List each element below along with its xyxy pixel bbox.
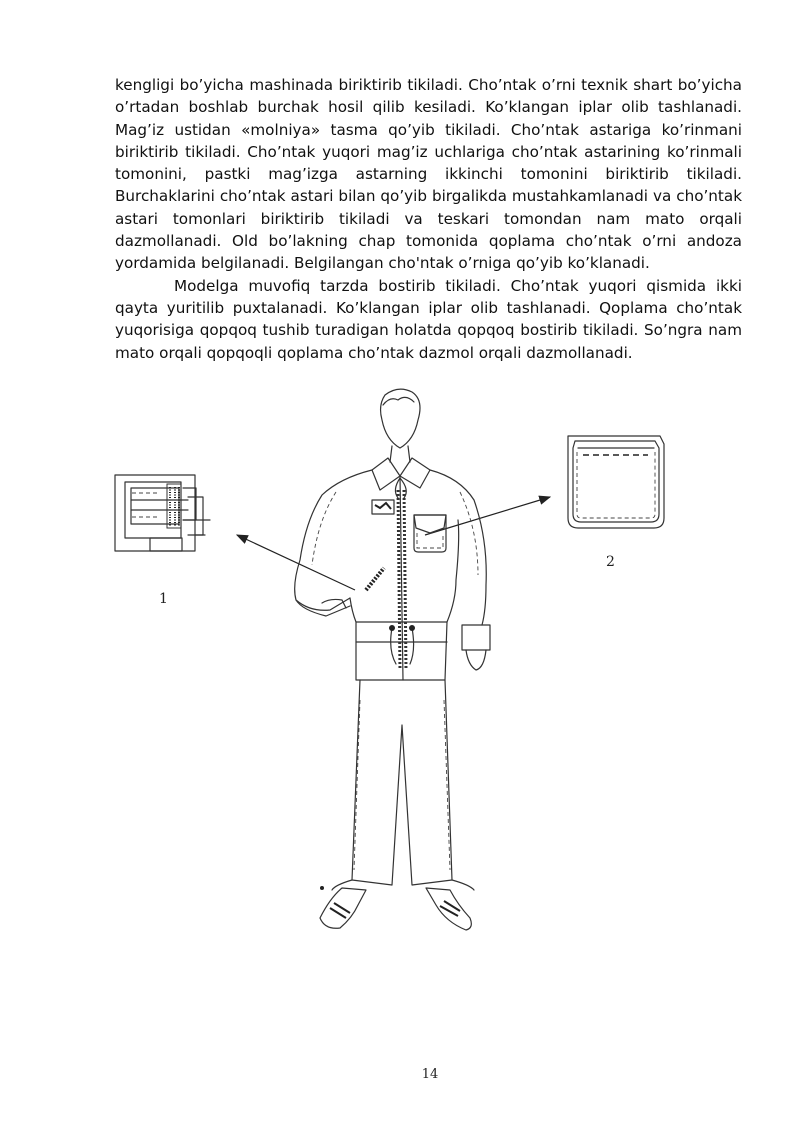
garment-figure — [0, 380, 800, 1020]
garment-drawing — [0, 380, 800, 1020]
paragraph-2: Modelga muvofiq tarzda bostirib tikiladi. Cho’ntak yuqori qismida ikki qayta yuritilib puxtalanadi. Ko’klangan iplar olib tashlanadi. Qoplama cho’ntak yuqorisiga qopqoq tushib turadigan holatda qopqoq bostirib tikiladi. So’ngra nam mato orqali qopqoqli qoplama cho’ntak dazmol orqali dazmollanadi. — [115, 276, 742, 362]
page-number: 14 — [421, 1067, 439, 1082]
detail-2-patch-pocket-drawing — [568, 436, 664, 528]
callout-label-1: 1 — [159, 591, 168, 607]
paragraph-1: kengligi bo’yicha mashinada biriktirib tikiladi. Cho’ntak o’rni texnik shart bo’yicha o’rtadan boshlab burchak hosil qilib kesiladi. Ko’klangan iplar olib tashlanadi. Mag’iz ustidan «molniya» tasma qo’yib tikiladi. Cho’ntak astariga ko’rinmani biriktirib tikiladi. Cho’ntak yuqori mag’iz uchlariga cho’ntak astarining ko’rinmali tomonini, pastki mag’izga astarning ikkinchi tomonini biriktirib tikiladi. Burchaklarini cho’ntak astari bilan qo’yib birgalikda mustahkamlanadi va cho’ntak astari tomonlari biriktirib tikiladi va teskari tomondan nam mato orqali dazmollanadi. Old bo’lakning chap tomonida qoplama cho’ntak o’rni andoza yordamida belgilanadi. Belgilangan cho'ntak o’rniga qo’yib ko’klanadi. — [115, 76, 742, 273]
detail-1-welt-pocket-drawing — [115, 475, 210, 551]
callout-label-2: 2 — [606, 554, 615, 570]
body-text — [115, 74, 742, 364]
model-figure — [295, 389, 490, 930]
